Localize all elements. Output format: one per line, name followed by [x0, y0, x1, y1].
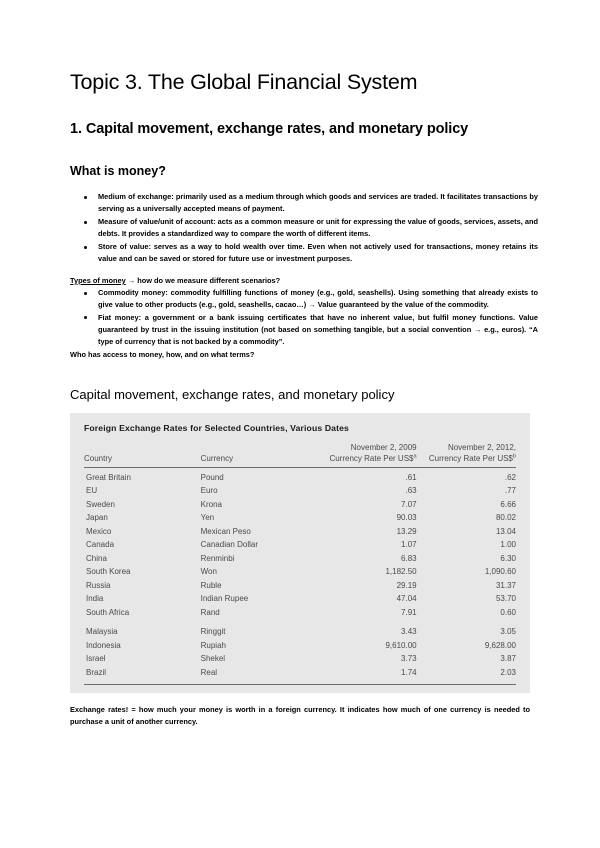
- cell-rate-2012: 0.60: [500, 608, 516, 618]
- cell-rate-2012: 9,628.00: [484, 640, 516, 650]
- cell-country: Russia: [86, 580, 111, 590]
- cell-currency: Krona: [200, 499, 222, 509]
- cell-rate-2012: 2.03: [500, 667, 516, 677]
- table-head: [84, 442, 516, 468]
- cell-country: India: [86, 594, 104, 604]
- cell-country: Malaysia: [86, 626, 118, 636]
- table-row: [84, 592, 516, 606]
- cell-rate-2012: .77: [504, 486, 516, 496]
- rate-2009-subtitle-text: Currency Rate Per US$: [329, 453, 414, 463]
- cell-rate-2009: 7.07: [401, 499, 417, 509]
- cell-currency: Canadian Dollar: [200, 540, 258, 550]
- cell-country: Brazil: [86, 667, 107, 677]
- cell-rate-2009: 1.07: [401, 540, 417, 550]
- section-1-heading: 1. Capital movement, exchange rates, and monetary policy: [70, 120, 469, 137]
- capital-movement-heading: Capital movement, exchange rates, and monetary policy: [70, 386, 395, 402]
- cell-rate-2012: 1.00: [500, 540, 516, 550]
- cell-rate-2009: 9,610.00: [385, 640, 417, 650]
- list-item-text: Fiat money: a government or a bank issuing certificates that have no inherent value, but fulfil money functions. Value guaranteed by trust in the issuing institution (not based on something tangible, but a social convention → e.g., euros). “A type of currency that is not backed by a commodity”.: [98, 312, 538, 346]
- footnote-marker-b: b: [512, 452, 516, 459]
- bullet-icon: [84, 221, 87, 224]
- cell-rate-2009: 13.29: [396, 526, 417, 536]
- bullet-icon: [84, 292, 87, 295]
- cell-country: Sweden: [86, 499, 115, 509]
- types-of-money-line: [70, 275, 538, 287]
- table-row: [84, 525, 516, 539]
- cell-country: South Korea: [86, 567, 131, 577]
- bullet-icon: [84, 196, 87, 199]
- cell-rate-2009: 6.83: [401, 553, 417, 563]
- table-row: [84, 498, 516, 512]
- table-row: [84, 606, 516, 620]
- table-row: [84, 652, 516, 666]
- list-item-text: Store of value: serves as a way to hold wealth over time. Even when not actively used for transactions, money retains its value and can be saved or stored for future use or investment purposes.: [98, 242, 538, 264]
- cell-currency: Yen: [200, 513, 215, 523]
- table-header-row: [84, 442, 516, 468]
- cell-rate-2012: 3.05: [500, 626, 516, 636]
- table-title: Foreign Exchange Rates for Selected Countries, Various Dates: [84, 422, 349, 433]
- list-item-text: Measure of value/unit of account: acts as a common measure or unit for expressing the value of goods, services, assets, and debts. It provides a standardized way to compare the worth of different items.: [98, 217, 538, 239]
- rate-2009-subtitle: [317, 453, 416, 464]
- table-row: [84, 484, 516, 498]
- column-header-country: Country: [84, 442, 201, 468]
- bullet-icon: [84, 246, 87, 249]
- cell-currency: Ringgit: [200, 626, 226, 636]
- cell-rate-2012: 31.37: [495, 580, 516, 590]
- list-item: [70, 191, 538, 215]
- cell-country: Great Britain: [86, 472, 131, 482]
- footnote-marker-a: a: [413, 452, 417, 459]
- cell-rate-2012: 80.02: [495, 513, 516, 523]
- cell-rate-2012: 1,090.60: [484, 567, 516, 577]
- types-of-money-label: Types of money: [70, 276, 126, 286]
- cell-rate-2012: 3.87: [500, 654, 516, 664]
- cell-currency: Renminbi: [200, 553, 235, 563]
- cell-currency: Rupiah: [200, 640, 226, 650]
- rate-2012-subtitle: [417, 453, 516, 464]
- table-body: [84, 467, 516, 679]
- cell-currency: Indian Rupee: [200, 594, 249, 604]
- types-of-money-list: [70, 287, 538, 348]
- cell-country: Indonesia: [86, 640, 121, 650]
- cell-rate-2009: 29.19: [396, 580, 417, 590]
- fx-rates-table: [84, 442, 516, 680]
- list-item: [70, 216, 538, 240]
- cell-country: Japan: [86, 513, 108, 523]
- foreign-exchange-rates-table: [70, 413, 530, 694]
- cell-country: South Africa: [86, 608, 130, 618]
- cell-country: EU: [86, 486, 98, 496]
- cell-rate-2009: 3.73: [401, 654, 417, 664]
- cell-country: Canada: [86, 540, 115, 550]
- table-row: [84, 666, 516, 680]
- rate-2012-date: November 2, 2012,: [447, 442, 516, 452]
- list-item: [70, 312, 538, 348]
- cell-country: Mexico: [86, 526, 112, 536]
- cell-rate-2012: 6.66: [500, 499, 516, 509]
- cell-currency: Mexican Peso: [200, 526, 251, 536]
- cell-rate-2009: 1,182.50: [385, 567, 417, 577]
- cell-rate-2009: 3.43: [401, 626, 417, 636]
- exchange-rate-note: Exchange rates! = how much your money is worth in a foreign currency. It indicates how much of one currency is needed to purchase a unit of another currency.: [70, 705, 530, 727]
- list-item: [70, 287, 538, 311]
- cell-rate-2009: 1.74: [401, 667, 417, 677]
- cell-currency: Shekel: [200, 654, 226, 664]
- cell-rate-2009: .61: [405, 472, 417, 482]
- table-bottom-rule: [84, 684, 516, 685]
- cell-rate-2009: 7.91: [401, 608, 417, 618]
- money-functions-list: [70, 191, 538, 265]
- cell-rate-2012: 13.04: [495, 526, 516, 536]
- cell-currency: Pound: [200, 472, 224, 482]
- cell-rate-2009: 90.03: [396, 513, 417, 523]
- cell-rate-2012: 53.70: [495, 594, 516, 604]
- page-title: Topic 3. The Global Financial System: [70, 70, 418, 94]
- cell-country: China: [86, 553, 107, 563]
- cell-currency: Rand: [200, 608, 220, 618]
- what-is-money-heading: What is money?: [70, 164, 166, 179]
- table-row: [84, 565, 516, 579]
- rate-2012-subtitle-text: Currency Rate Per US$: [428, 453, 513, 463]
- bullet-icon: [84, 316, 87, 319]
- cell-rate-2012: .62: [504, 472, 516, 482]
- table-row: [84, 619, 516, 638]
- cell-currency: Ruble: [200, 580, 222, 590]
- column-header-rate-2012: [417, 442, 516, 468]
- table-row: [84, 579, 516, 593]
- access-question: Who has access to money, how, and on what terms?: [70, 349, 255, 359]
- table-row: [84, 538, 516, 552]
- list-item-text: Commodity money: commodity fulfilling functions of money (e.g., gold, seashells). Using something that already exists to give value to other products (e.g., gold, seashells, cacao…) → Value guaranteed by the value of the commodity.: [98, 288, 538, 309]
- table-row: [84, 552, 516, 566]
- cell-currency: Won: [200, 567, 217, 577]
- spacer: [70, 266, 538, 275]
- table-row: [84, 638, 516, 652]
- cell-rate-2009: .63: [405, 486, 417, 496]
- cell-country: Israel: [86, 654, 106, 664]
- cell-rate-2009: 47.04: [396, 594, 417, 604]
- types-of-money-rest: → how do we measure different scenarios?: [125, 276, 281, 286]
- table-row: [84, 467, 516, 484]
- list-item-text: Medium of exchange: primarily used as a medium through which goods and services are traded. It facilitates transactions by serving as a universally accepted means of payment.: [98, 192, 538, 214]
- list-item: [70, 241, 538, 265]
- column-header-rate-2009: [317, 442, 416, 468]
- rate-2009-date: November 2, 2009: [350, 442, 417, 452]
- cell-rate-2012: 6.30: [500, 553, 516, 563]
- column-header-currency: Currency: [201, 442, 318, 468]
- table-row: [84, 511, 516, 525]
- cell-currency: Euro: [200, 486, 218, 496]
- cell-currency: Real: [200, 667, 218, 677]
